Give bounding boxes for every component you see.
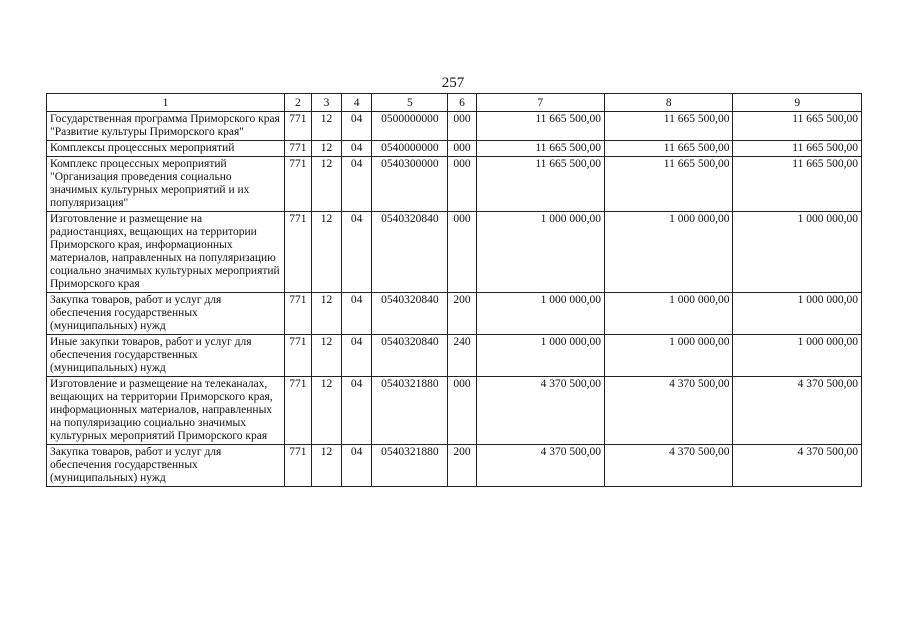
cell-ministry-code: 771 [284, 141, 311, 157]
header-cell: 1 [47, 94, 285, 112]
cell-ministry-code: 771 [284, 112, 311, 141]
cell-target-code: 0540320840 [372, 293, 448, 335]
cell-amount-col9: 1 000 000,00 [733, 212, 862, 293]
page-number: 257 [441, 75, 465, 91]
cell-section-code: 12 [311, 335, 341, 377]
cell-amount-col8: 11 665 500,00 [605, 157, 733, 212]
item-name: Комплексы процессных мероприятий [47, 141, 285, 157]
cell-amount-col7: 1 000 000,00 [476, 212, 604, 293]
cell-section-code: 12 [311, 293, 341, 335]
table-row [47, 293, 862, 335]
cell-section-code: 12 [311, 157, 341, 212]
cell-expense-type-code: 240 [448, 335, 476, 377]
cell-amount-col9: 1 000 000,00 [733, 335, 862, 377]
cell-target-code: 0540320840 [372, 212, 448, 293]
cell-ministry-code: 771 [284, 377, 311, 445]
cell-subsection-code: 04 [342, 112, 372, 141]
cell-subsection-code: 04 [342, 141, 372, 157]
table-row [47, 335, 862, 377]
cell-amount-col8: 11 665 500,00 [605, 141, 733, 157]
cell-ministry-code: 771 [284, 212, 311, 293]
cell-target-code: 0540000000 [372, 141, 448, 157]
table-row [47, 112, 862, 141]
cell-amount-col8: 4 370 500,00 [605, 377, 733, 445]
table-row [47, 141, 862, 157]
header-cell: 4 [342, 94, 372, 112]
cell-target-code: 0500000000 [372, 112, 448, 141]
item-name: Закупка товаров, работ и услуг для обеспечения государственных (муниципальных) нужд [47, 445, 285, 487]
cell-expense-type-code: 000 [448, 112, 476, 141]
cell-section-code: 12 [311, 141, 341, 157]
cell-amount-col9: 4 370 500,00 [733, 377, 862, 445]
cell-amount-col7: 1 000 000,00 [476, 293, 604, 335]
cell-expense-type-code: 000 [448, 141, 476, 157]
item-name: Государственная программа Приморского края "Развитие культуры Приморского края" [47, 112, 285, 141]
item-name: Иные закупки товаров, работ и услуг для обеспечения государственных (муниципальных) нужд [47, 335, 285, 377]
cell-amount-col9: 1 000 000,00 [733, 293, 862, 335]
cell-amount-col8: 1 000 000,00 [605, 293, 733, 335]
table-row [47, 445, 862, 487]
cell-subsection-code: 04 [342, 293, 372, 335]
cell-section-code: 12 [311, 377, 341, 445]
item-name: Изготовление и размещение на телеканалах, вещающих на территории Приморского края, информационных материалов, направленных на популяризацию социально значимых культурных мероприятий Приморского края [47, 377, 285, 445]
cell-section-code: 12 [311, 445, 341, 487]
cell-subsection-code: 04 [342, 212, 372, 293]
cell-amount-col9: 11 665 500,00 [733, 112, 862, 141]
cell-amount-col8: 1 000 000,00 [605, 335, 733, 377]
cell-ministry-code: 771 [284, 335, 311, 377]
header-cell: 7 [476, 94, 604, 112]
cell-ministry-code: 771 [284, 445, 311, 487]
cell-subsection-code: 04 [342, 157, 372, 212]
cell-amount-col7: 11 665 500,00 [476, 141, 604, 157]
cell-expense-type-code: 000 [448, 212, 476, 293]
cell-amount-col9: 11 665 500,00 [733, 157, 862, 212]
cell-expense-type-code: 200 [448, 445, 476, 487]
cell-section-code: 12 [311, 112, 341, 141]
cell-target-code: 0540321880 [372, 445, 448, 487]
cell-ministry-code: 771 [284, 157, 311, 212]
cell-subsection-code: 04 [342, 377, 372, 445]
header-cell: 2 [284, 94, 311, 112]
cell-amount-col8: 11 665 500,00 [605, 112, 733, 141]
table-row [47, 377, 862, 445]
header-cell: 6 [448, 94, 476, 112]
cell-ministry-code: 771 [284, 293, 311, 335]
table-row [47, 157, 862, 212]
cell-amount-col9: 4 370 500,00 [733, 445, 862, 487]
cell-amount-col8: 4 370 500,00 [605, 445, 733, 487]
cell-amount-col7: 11 665 500,00 [476, 157, 604, 212]
header-cell: 9 [733, 94, 862, 112]
header-cell: 8 [605, 94, 733, 112]
cell-target-code: 0540300000 [372, 157, 448, 212]
cell-expense-type-code: 000 [448, 377, 476, 445]
cell-amount-col8: 1 000 000,00 [605, 212, 733, 293]
table-row [47, 212, 862, 293]
cell-amount-col7: 1 000 000,00 [476, 335, 604, 377]
cell-amount-col7: 11 665 500,00 [476, 112, 604, 141]
budget-table [46, 93, 862, 487]
cell-subsection-code: 04 [342, 445, 372, 487]
cell-subsection-code: 04 [342, 335, 372, 377]
cell-amount-col9: 11 665 500,00 [733, 141, 862, 157]
header-cell: 3 [311, 94, 341, 112]
cell-target-code: 0540321880 [372, 377, 448, 445]
cell-target-code: 0540320840 [372, 335, 448, 377]
cell-expense-type-code: 200 [448, 293, 476, 335]
header-row [47, 94, 862, 112]
item-name: Комплекс процессных мероприятий "Организация проведения социально значимых культурных мероприятий и их популяризация" [47, 157, 285, 212]
cell-amount-col7: 4 370 500,00 [476, 377, 604, 445]
item-name: Изготовление и размещение на радиостанциях, вещающих на территории Приморского края, информационных материалов, направленных на популяризацию социально значимых культурных мероприятий Приморского края [47, 212, 285, 293]
header-cell: 5 [372, 94, 448, 112]
cell-amount-col7: 4 370 500,00 [476, 445, 604, 487]
cell-expense-type-code: 000 [448, 157, 476, 212]
cell-section-code: 12 [311, 212, 341, 293]
item-name: Закупка товаров, работ и услуг для обеспечения государственных (муниципальных) нужд [47, 293, 285, 335]
